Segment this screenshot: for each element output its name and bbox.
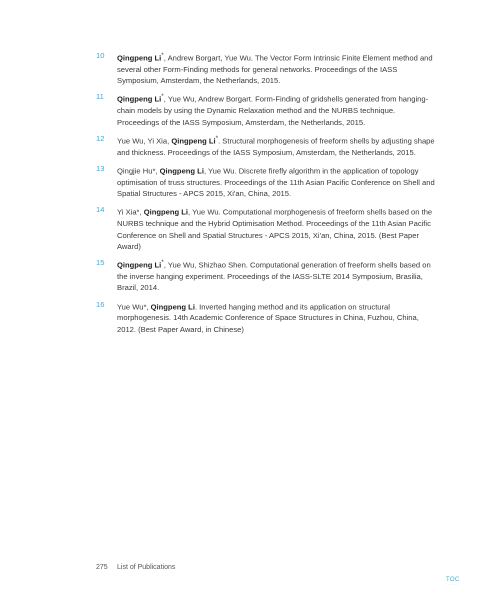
reference-number: 14 bbox=[96, 205, 105, 215]
reference-item bbox=[96, 299, 436, 335]
reference-item bbox=[96, 50, 436, 86]
author-highlight: Qingpeng Li bbox=[117, 260, 162, 270]
reference-list bbox=[96, 50, 436, 340]
reference-number: 16 bbox=[96, 299, 105, 309]
author-highlight: Qingpeng Li bbox=[143, 207, 189, 217]
toc-dots-icon: · · · · bbox=[447, 582, 459, 587]
section-title: List of Publications bbox=[117, 564, 176, 571]
reference-text: Qingjie Hu*, Qingpeng Li, Yue Wu. Discrete firefly algorithm in the application of topology optimisation of truss structures. Proceedings of the 11th Asian Pacific Conference on Shell and Spatial Structures - APCS 2015, Xi'an, China, 2015. bbox=[117, 166, 435, 199]
page-footer bbox=[96, 564, 175, 571]
author-highlight: Qingpeng Li bbox=[150, 302, 195, 312]
author-highlight: Qingpeng Li bbox=[171, 136, 216, 146]
reference-number: 13 bbox=[96, 163, 105, 173]
reference-item bbox=[96, 163, 436, 199]
reference-item bbox=[96, 133, 436, 158]
page-number: 275 bbox=[96, 564, 108, 571]
reference-text: Yue Wu*, Qingpeng Li. Inverted hanging method and its application on structural morphogenesis. 14th Academic Conference of Space Structures in China, Fuzhou, China, 2012. (Best Paper Award, in Chinese) bbox=[117, 302, 419, 334]
reference-number: 15 bbox=[96, 258, 105, 268]
author-highlight: Qingpeng Li bbox=[159, 166, 204, 176]
author-highlight: Qingpeng Li bbox=[117, 53, 162, 63]
reference-item bbox=[96, 91, 436, 127]
reference-item bbox=[96, 257, 436, 293]
reference-number: 12 bbox=[96, 133, 105, 143]
reference-number: 11 bbox=[96, 92, 104, 102]
reference-text: Qingpeng Li*, Andrew Borgart, Yue Wu. The Vector Form Intrinsic Finite Element method and several other Form-Finding methods for general networks. Proceedings of the IASS Symposium, Amsterdam, the Netherlands, 2015. bbox=[117, 52, 433, 86]
toc-link[interactable] bbox=[446, 577, 459, 587]
reference-text: Yi Xia*, Qingpeng Li, Yue Wu. Computational morphogenesis of freeform shells based on the NURBS technique and the Hybrid Optimisation Method. Proceedings of the 11th Asian Pacific Conference on Shell and Spatial Structures - APCS 2015, Xi'an, China, 2015. (Best Paper Award) bbox=[117, 207, 433, 251]
reference-number: 10 bbox=[96, 51, 105, 60]
reference-text: Yue Wu, Yi Xia, Qingpeng Li*. Structural morphogenesis of freeform shells by adjusting shape and thickness. Proceedings of the IASS Symposium, Amsterdam, the Netherlands, 2015. bbox=[117, 134, 435, 157]
reference-text: Qingpeng Li*, Yue Wu, Shizhao Shen. Computational generation of freeform shells based on the inverse hanging experiment. Proceedings of the IASS-SLTE 2014 Symposium, Brasilia, Brazil, 2014. bbox=[117, 259, 431, 293]
reference-text: Qingpeng Li*, Yue Wu, Andrew Borgart. Form-Finding of gridshells generated from hanging-chain models by using the Dynamic Relaxation method and the NURBS technique. Proceedings of the IASS Symposium, Amsterdam, the Netherlands, 2015. bbox=[117, 93, 429, 127]
toc-label: TOC bbox=[446, 577, 460, 583]
reference-item bbox=[96, 204, 436, 252]
author-highlight: Qingpeng Li bbox=[117, 94, 162, 104]
